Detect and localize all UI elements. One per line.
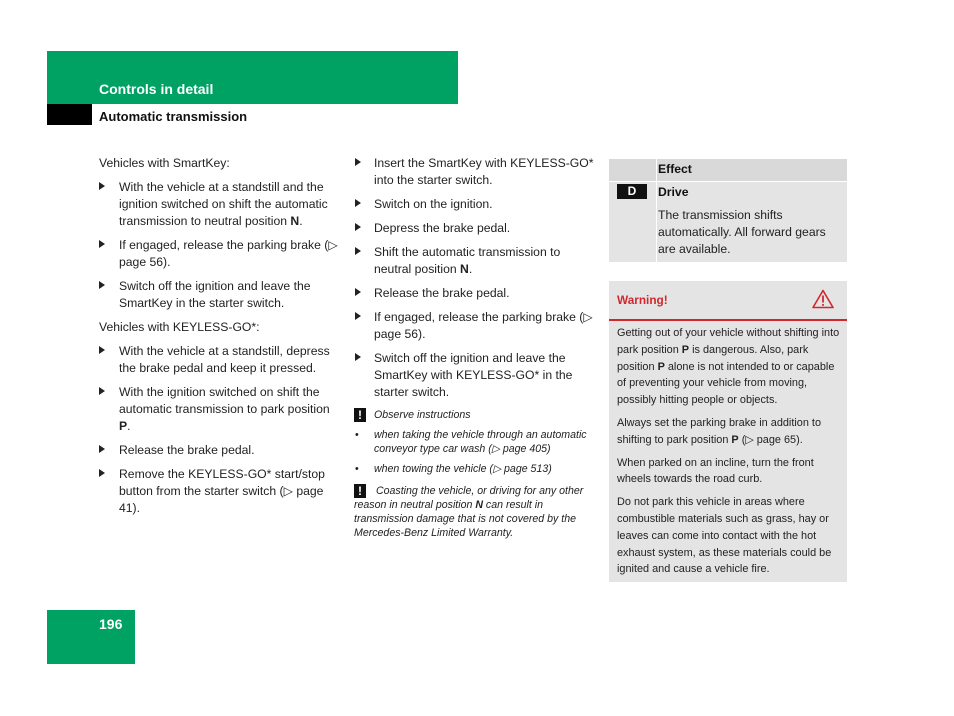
arrow-icon <box>355 312 361 320</box>
warning-paragraph: When parked on an incline, turn the front wheels towards the road curb. <box>617 456 814 486</box>
effect-title: Drive <box>658 185 689 199</box>
note-bullet: • when taking the vehicle through an automatic conveyor type car wash (▷ page 405) <box>355 429 587 455</box>
warning-header <box>609 281 847 321</box>
arrow-icon <box>355 247 361 255</box>
effect-description: The transmission shifts automatically. All forward gears are available. <box>658 208 826 256</box>
warning-paragraph: Getting out of your vehicle without shifting into park position P is dangerous. Also, park position P alone is not intended to or capable of preventing your vehicle from moving, possibly hitting people or objects. <box>617 327 840 407</box>
step-item: Remove the KEYLESS-GO* start/stop button from the starter switch (▷ page 41). <box>99 466 339 517</box>
arrow-icon <box>99 346 105 354</box>
arrow-icon <box>355 158 361 166</box>
step-item: Switch off the ignition and leave the SmartKey in the starter switch. <box>99 278 339 312</box>
arrow-icon <box>355 353 361 361</box>
step-item: With the ignition switched on shift the automatic transmission to park position P. <box>99 384 339 435</box>
arrow-icon <box>99 469 105 477</box>
warning-paragraph: Do not park this vehicle in areas where combustible materials such as grass, hay or leaves can come into contact with the hot exhaust system, as these materials could be ignited and cause a vehicle fire. <box>617 496 832 576</box>
arrow-icon <box>99 445 105 453</box>
column-middle <box>354 155 594 540</box>
step-item: Release the brake pedal. <box>99 442 339 459</box>
table-header <box>609 159 847 181</box>
step-item: Insert the SmartKey with KEYLESS-GO* into the starter switch. <box>354 155 594 189</box>
exclamation-icon: ! <box>354 484 366 498</box>
note-title: Observe instructions <box>374 409 471 421</box>
arrow-icon <box>99 387 105 395</box>
section-title: Controls in detail <box>99 81 214 97</box>
step-item: With the vehicle at a standstill and the ignition switched on shift the automatic transmission to neutral position N. <box>99 179 339 230</box>
warning-paragraph: Always set the parking brake in addition to shifting to park position P (▷ page 65). <box>617 416 822 446</box>
note-observe <box>354 408 594 422</box>
effect-table <box>609 159 847 262</box>
step-item: Switch on the ignition. <box>354 196 594 213</box>
keyless-intro: Vehicles with KEYLESS-GO*: <box>99 320 260 334</box>
arrow-icon <box>355 199 361 207</box>
exclamation-icon: ! <box>354 408 366 422</box>
warning-title: Warning! <box>617 293 668 307</box>
note-bullet: • when towing the vehicle (▷ page 513) <box>355 463 552 475</box>
gear-d-badge: D <box>617 184 647 199</box>
arrow-icon <box>99 240 105 248</box>
arrow-icon <box>355 288 361 296</box>
table-header-effect: Effect <box>658 162 692 176</box>
subsection-title: Automatic transmission <box>99 109 248 124</box>
step-item: If engaged, release the parking brake (▷ page 56). <box>99 237 339 271</box>
arrow-icon <box>99 281 105 289</box>
arrow-icon <box>99 182 105 190</box>
step-item: If engaged, release the parking brake (▷ page 56). <box>354 309 594 343</box>
step-item: Switch off the ignition and leave the SmartKey with KEYLESS-GO* in the starter switch. <box>354 350 594 401</box>
step-item: Depress the brake pedal. <box>354 220 594 237</box>
note-coasting: ! Coasting the vehicle, or driving for any other reason in neutral position N can result in transmission damage that is not covered by the Mercedes-Benz Limited Warranty. <box>354 484 584 539</box>
warning-triangle-icon <box>812 289 834 309</box>
page-number: 196 <box>99 616 123 632</box>
warning-body <box>617 325 843 584</box>
column-left <box>99 155 339 524</box>
header-marker <box>47 104 92 125</box>
arrow-icon <box>355 223 361 231</box>
smartkey-intro: Vehicles with SmartKey: <box>99 156 230 170</box>
warning-box <box>609 281 847 582</box>
step-item: With the vehicle at a standstill, depress the brake pedal and keep it pressed. <box>99 343 339 377</box>
step-item: Release the brake pedal. <box>354 285 594 302</box>
step-item: Shift the automatic transmission to neutral position N. <box>354 244 594 278</box>
